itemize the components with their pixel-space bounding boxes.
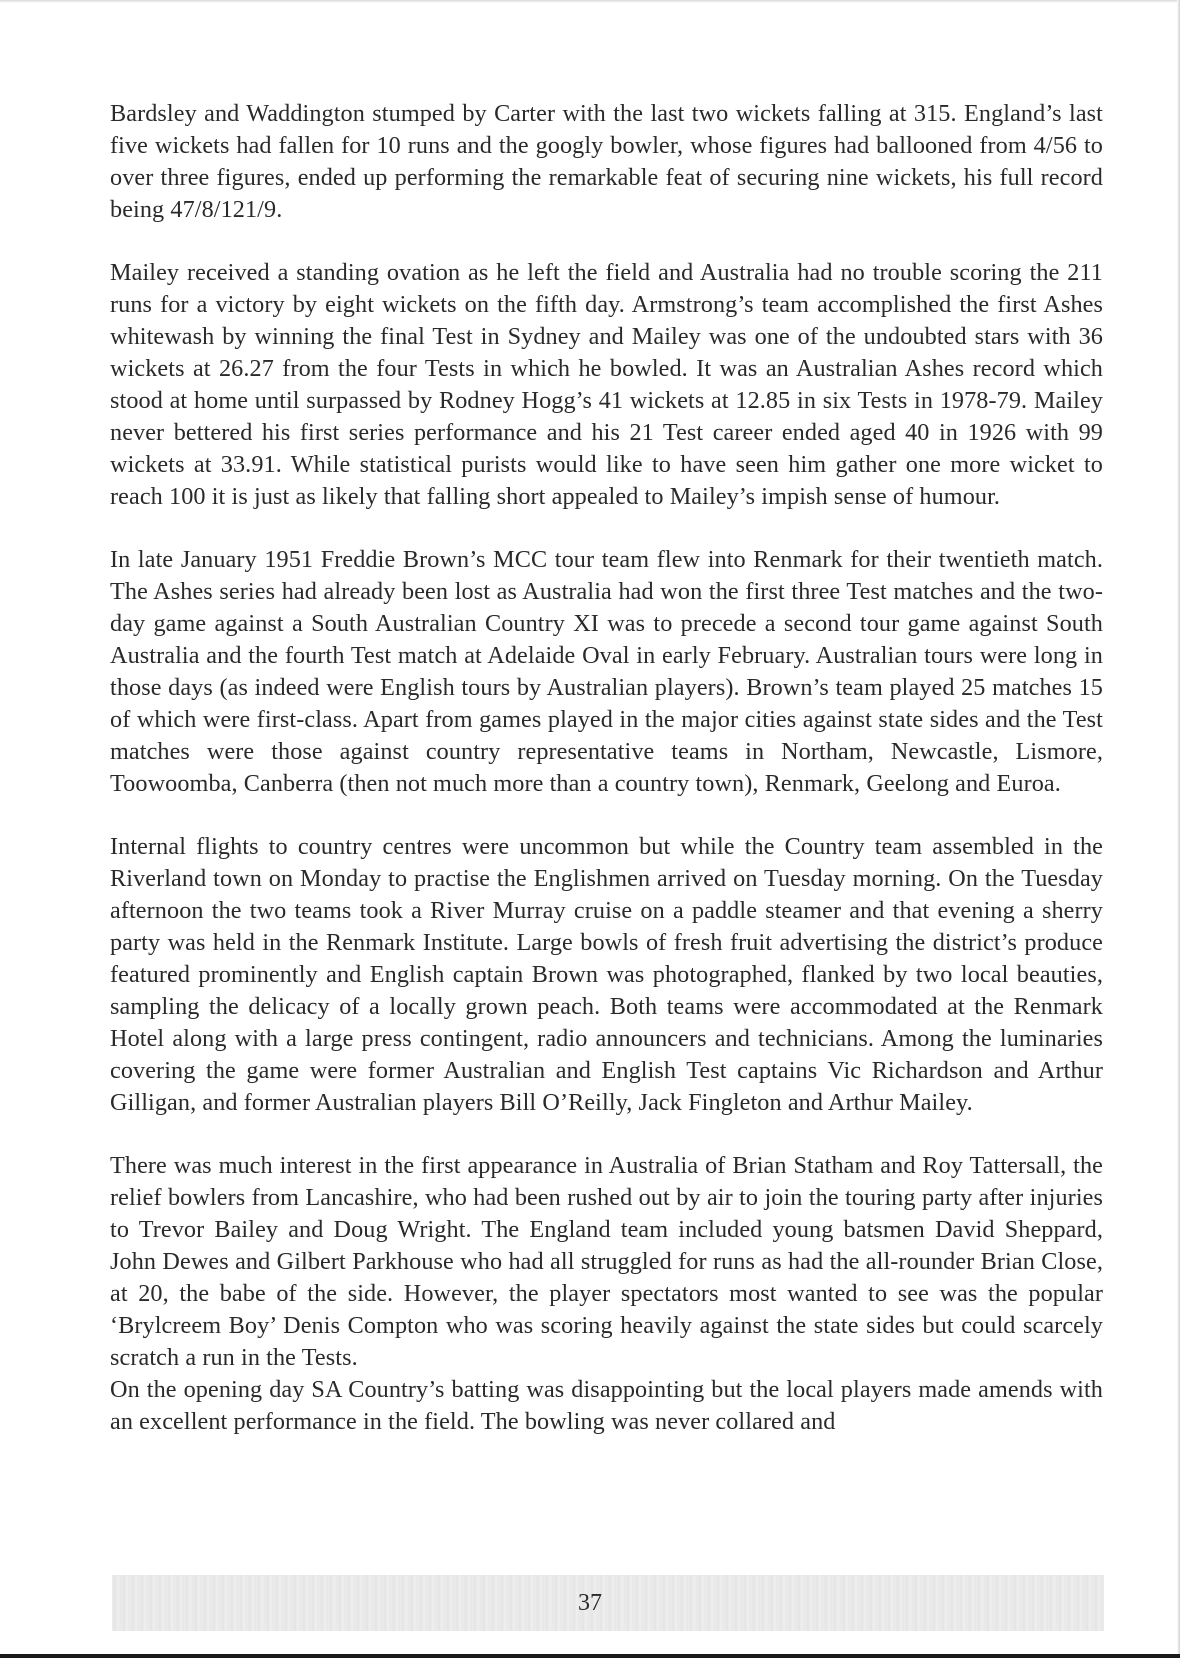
paragraph-4: Internal flights to country centres were uncommon but while the Country team assembled in the Riverland town on Monday to practise the Englishmen arrived on Tuesday morning. On the Tuesday afternoon the two teams took a River Murray cruise on a paddle steamer and that evening a sherry party was held in the Renmark Institute. Large bowls of fresh fruit advertising the district’s produce featured prominently and English captain Brown was photographed, flanked by two local beauties, sampling the delicacy of a locally grown peach. Both teams were accommodated at the Renmark Hotel along with a large press contingent, radio announcers and technicians. Among the luminaries covering the game were former Australian and English Test captains Vic Richardson and Arthur Gilligan, and former Australian players Bill O’Reilly, Jack Fingleton and Arthur Mailey. (110, 833, 1103, 1116)
page-top-edge (0, 0, 1180, 3)
paragraph-3: In late January 1951 Freddie Brown’s MCC tour team flew into Renmark for their twentieth match. The Ashes series had already been lost as Australia had won the first three Test matches and the two-day game against a South Australian Country XI was to precede a second tour game against South Australia and the fourth Test match at Adelaide Oval in early February. Australian tours were long in those days (as indeed were English tours by Australian players). Brown’s team played 25 matches 15 of which were first-class. Apart from games played in the major cities against state sides and the Test matches were those against country representative teams in Northam, Newcastle, Lismore, Toowoomba, Canberra (then not much more than a country town), Renmark, Geelong and Euroa. (110, 546, 1103, 797)
body-text (110, 98, 1103, 1438)
paragraph-6: On the opening day SA Country’s batting was disappointing but the local players made amends with an excellent performance in the field. The bowling was never collared and (110, 1376, 1103, 1435)
paragraph-1: Bardsley and Waddington stumped by Carter with the last two wickets falling at 315. England’s last five wickets had fallen for 10 runs and the googly bowler, whose figures had ballooned from 4/56 to over three figures, ended up performing the remarkable feat of securing nine wickets, his full record being 47/8/121/9. (110, 100, 1103, 223)
paragraph-2: Mailey received a standing ovation as he left the field and Australia had no trouble scoring the 211 runs for a victory by eight wickets on the fifth day. Armstrong’s team accomplished the first Ashes whitewash by winning the final Test in Sydney and Mailey was one of the undoubted stars with 36 wickets at 26.27 from the four Tests in which he bowled. It was an Australian Ashes record which stood at home until surpassed by Rodney Hogg’s 41 wickets at 12.85 in six Tests in 1978-79. Mailey never bettered his first series performance and his 21 Test career ended aged 40 in 1926 with 99 wickets at 33.91. While statistical purists would like to have seen him gather one more wicket to reach 100 it is just as likely that falling short appealed to Mailey’s impish sense of humour. (110, 259, 1103, 510)
page-number: 37 (578, 1590, 602, 1616)
page-bottom-edge (0, 1654, 1180, 1658)
paragraph-5: There was much interest in the first appearance in Australia of Brian Statham and Roy Tattersall, the relief bowlers from Lancashire, who had been rushed out by air to join the touring party after injuries to Trevor Bailey and Doug Wright. The England team included young batsmen David Sheppard, John Dewes and Gilbert Parkhouse who had all struggled for runs as had the all-rounder Brian Close, at 20, the babe of the side. However, the player spectators most wanted to see was the popular ‘Brylcreem Boy’ Denis Compton who was scoring heavily against the state sides but could scarcely scratch a run in the Tests. (110, 1152, 1103, 1371)
